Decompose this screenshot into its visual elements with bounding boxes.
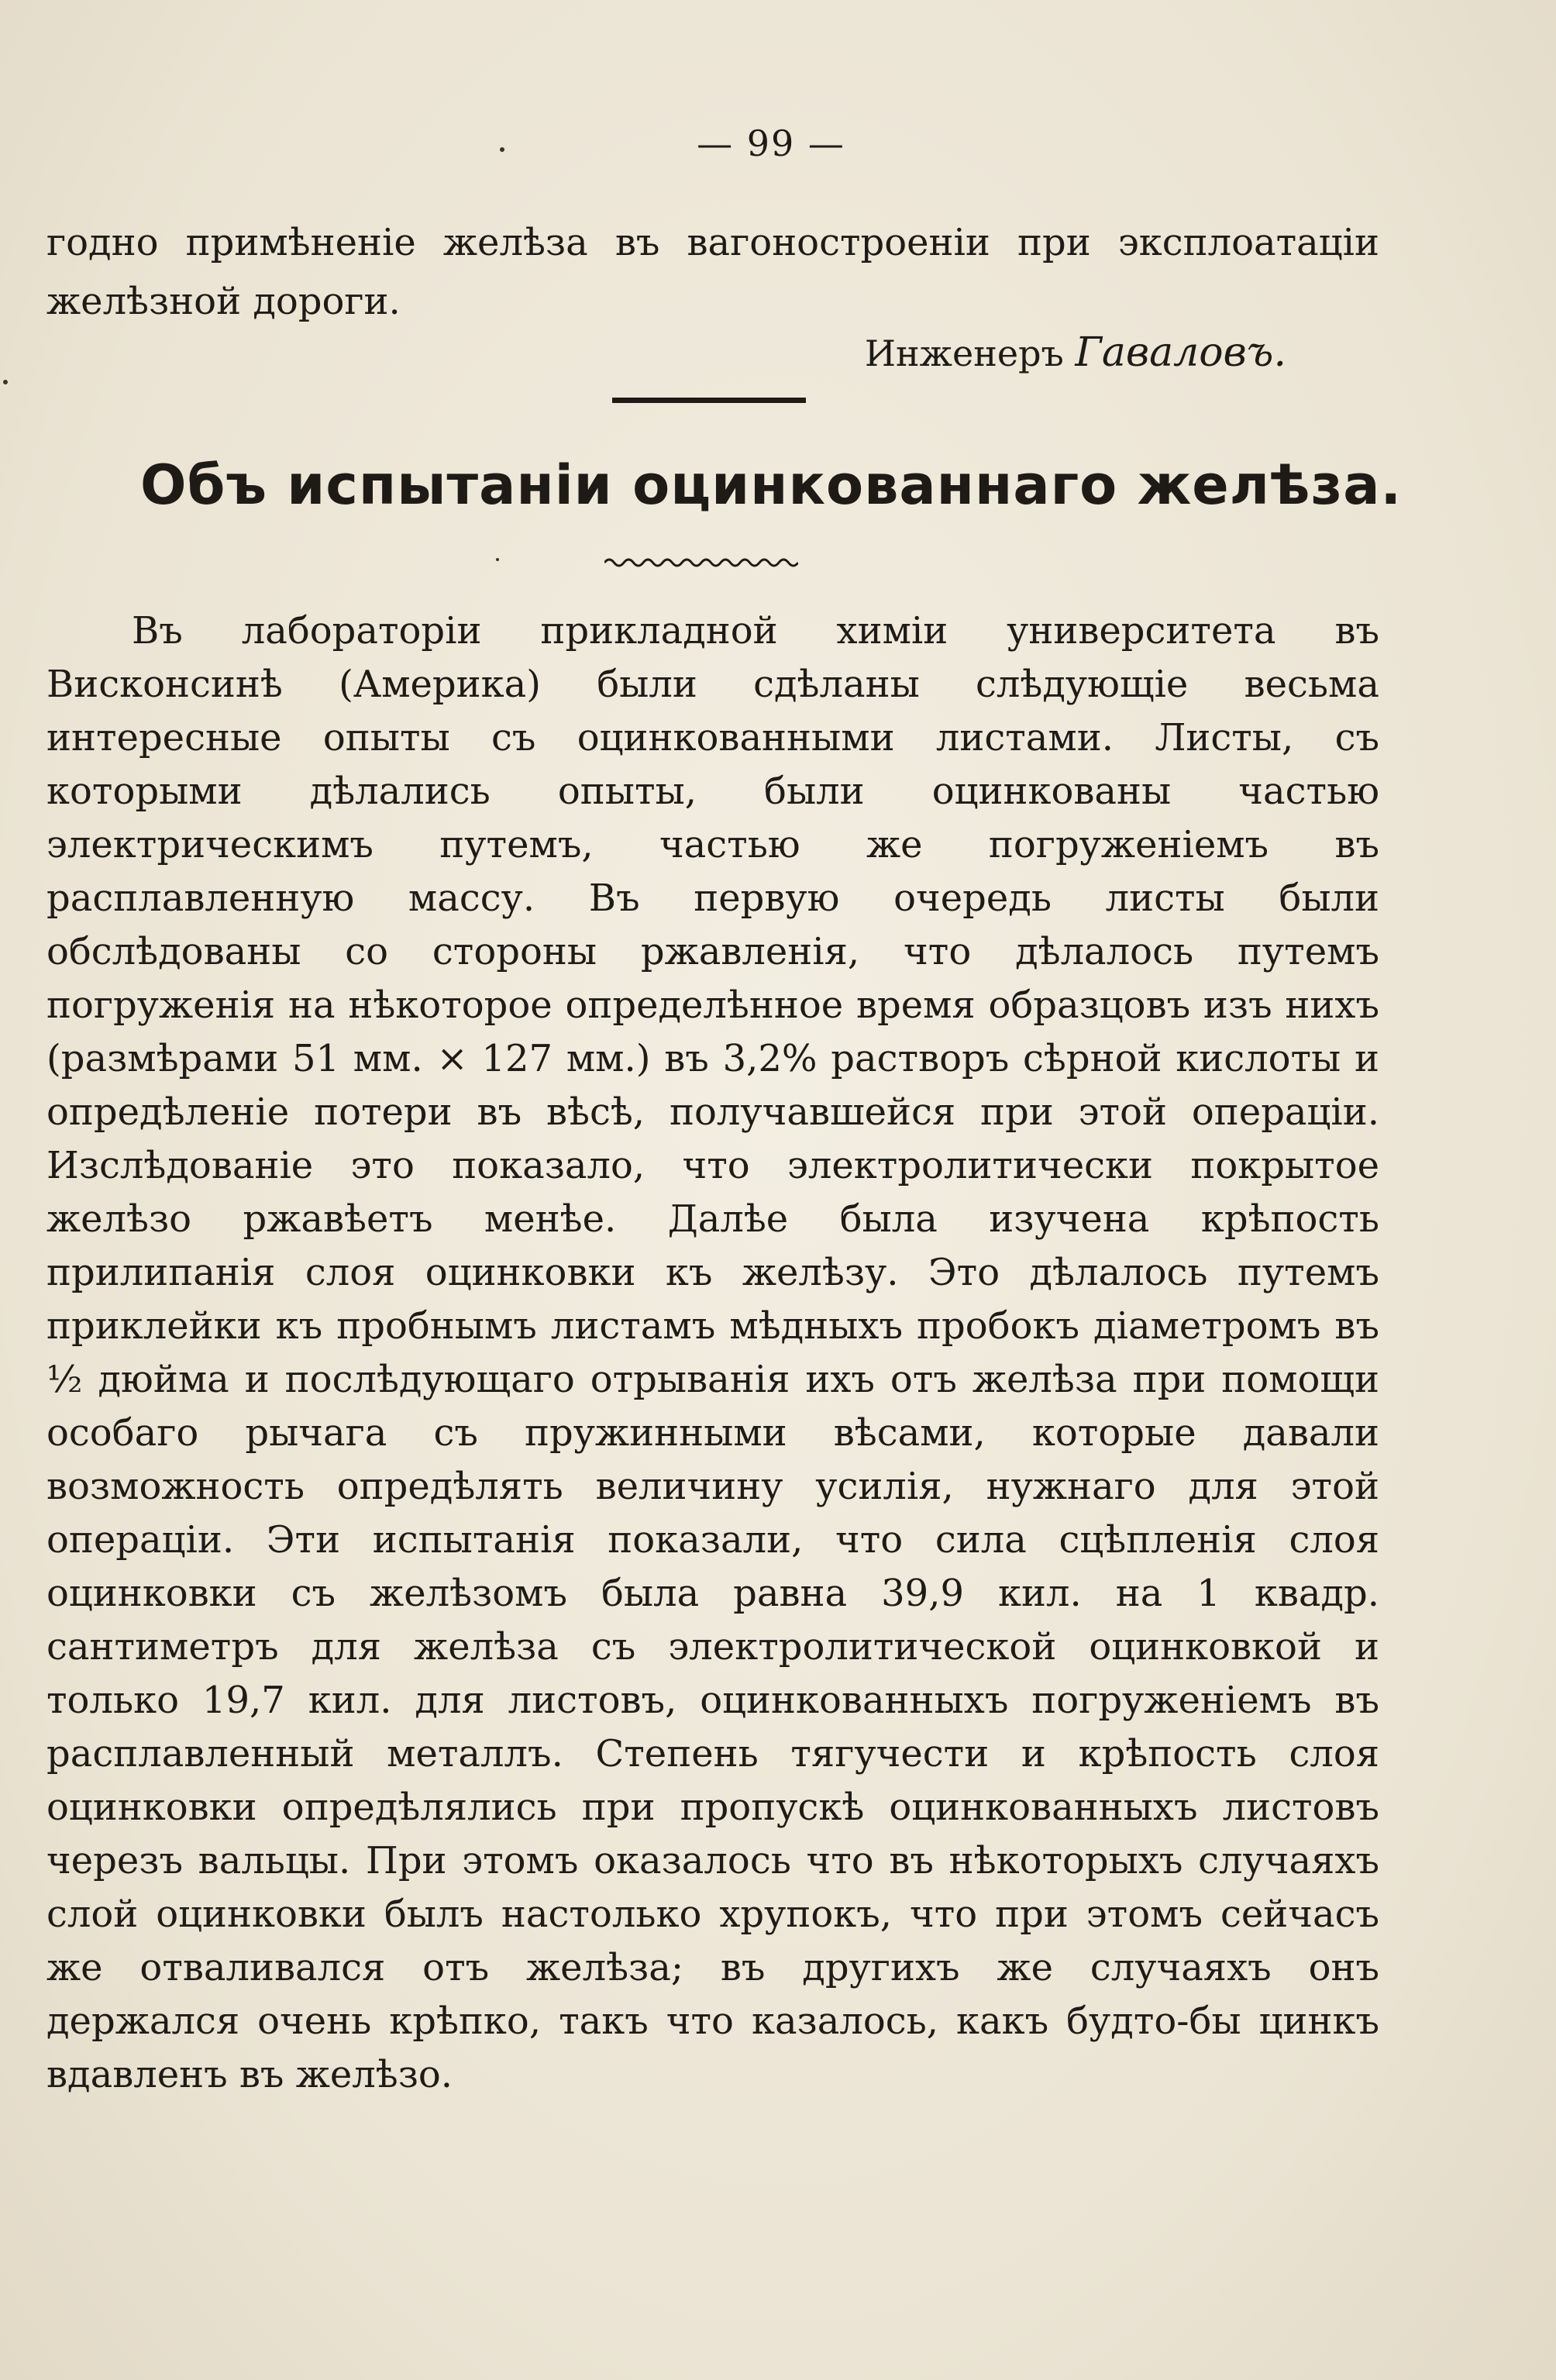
article-body: Въ лабораторіи прикладной химіи университета въ Висконсинѣ (Америка) были сдѣланы слѣдующіе весьма интересные опыты съ оцинкованными листами. Листы, съ которыми дѣлались опыты, были оцинкованы частью электрическимъ путемъ, частью же погруженіемъ въ расплавленную массу. Въ первую очередь листы были обслѣдованы со стороны ржавленія, что дѣлалось путемъ погруженія на нѣкоторое определѣнное время образцовъ изъ нихъ (размѣрами 51 мм. × 127 мм.) въ 3,2% растворъ сѣрной кислоты и опредѣленіе потери въ вѣсѣ, получавшейся при этой операціи. Изслѣдованіе это показало, что электролитически покрытое желѣзо ржавѣетъ менѣе. Далѣе была изучена крѣпость прилипанія слоя оцинковки къ желѣзу. Это дѣлалось путемъ приклейки къ пробнымъ листамъ мѣдныхъ пробокъ діаметромъ въ ½ дюйма и послѣдующаго отрыванія ихъ отъ желѣза при помощи особаго рычага съ пружинными вѣсами, которые давали возможность опредѣлять величину усилія, нужнаго для этой операціи. Эти испытанія показали, что сила сцѣпленія слоя оцинковки съ желѣзомъ была равна 39,9 кил. на 1 квадр. сантиметръ для желѣза съ электролитической оцинковкой и только 19,7 кил. для листовъ, оцинкованныхъ погруженіемъ въ расплавленный металлъ. Степень тягучести и крѣпость слоя оцинковки опредѣлялись при пропускѣ оцинкованныхъ листовъ черезъ вальцы. При этомъ оказалось что въ нѣкоторыхъ случаяхъ слой оцинковки былъ настолько хрупокъ, что при этомъ сейчасъ же отваливался отъ желѣза; въ другихъ же случаяхъ онъ держался очень крѣпко, такъ что казалось, какъ будто-бы цинкъ вдавленъ въ желѣзо. xyxy=(46,609,1379,2096)
page-number: — 99 — xyxy=(697,122,845,164)
author-name: Гаваловъ. xyxy=(1075,329,1286,376)
print-speck xyxy=(3,380,8,384)
article-title: Объ испытаніи оцинкованнаго желѣза. xyxy=(139,453,1403,517)
print-speck xyxy=(496,558,499,561)
author-signature xyxy=(775,329,1286,376)
continued-paragraph: годно примѣненіе желѣза въ вагоностроеніи при эксплоатаціи желѣзной дороги. xyxy=(46,221,1379,323)
print-speck xyxy=(500,147,504,152)
section-divider xyxy=(612,398,806,403)
author-title: Инженеръ xyxy=(864,332,1064,374)
wavy-ornament xyxy=(604,555,798,570)
